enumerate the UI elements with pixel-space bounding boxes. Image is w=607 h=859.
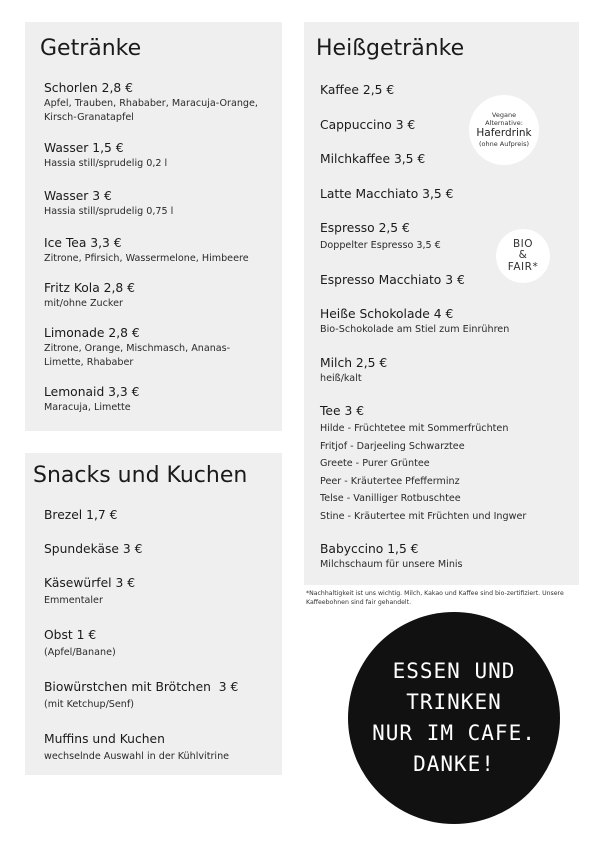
menu-item bbox=[44, 384, 274, 415]
badge-text: FAIR* bbox=[507, 260, 539, 273]
badge-note: (ohne Aufpreis) bbox=[478, 140, 530, 148]
menu-item bbox=[320, 355, 571, 386]
item-desc: mit/ohne Zucker bbox=[44, 298, 123, 309]
badge-text: Alternative: bbox=[485, 118, 523, 127]
menu-item bbox=[320, 151, 571, 168]
hot-drinks-title: Heißgetränke bbox=[316, 36, 465, 61]
drinks-panel bbox=[25, 22, 282, 431]
tea-variety: Peer - Kräutertee Pfefferminz bbox=[320, 475, 460, 487]
tea-item bbox=[320, 403, 571, 525]
menu-item bbox=[44, 188, 274, 219]
notice-line: TRINKEN bbox=[406, 690, 502, 714]
item-name: Schorlen 2,8 € bbox=[44, 81, 133, 95]
notice-line: DANKE! bbox=[413, 752, 495, 776]
hot-drinks-panel bbox=[304, 22, 579, 585]
item-desc: Zitrone, Pfirsich, Wassermelone, Himbeere bbox=[44, 253, 249, 264]
item-name: Tee 3 € bbox=[320, 404, 365, 418]
badge-main-text: Haferdrink bbox=[476, 127, 532, 139]
notice-line: NUR IM CAFE. bbox=[372, 721, 536, 745]
menu-item bbox=[44, 541, 274, 558]
menu-item bbox=[44, 679, 274, 712]
item-name: Espresso Macchiato 3 € bbox=[320, 273, 465, 287]
tea-varieties bbox=[320, 420, 571, 525]
tea-variety: Stine - Kräutertee mit Früchten und Ingwer bbox=[320, 510, 527, 522]
item-name: Milchkaffee 3,5 € bbox=[320, 152, 426, 166]
item-desc: Emmentaler bbox=[44, 595, 103, 606]
drinks-title: Getränke bbox=[40, 36, 142, 61]
sustainability-footnote: *Nachhaltigkeit ist uns wichtig. Milch, Kakao und Kaffee sind bio-zertifiziert. Unsere Kaffeebohnen sind fair gehandelt. bbox=[306, 590, 564, 606]
bio-fair-badge bbox=[496, 229, 550, 283]
menu-item bbox=[44, 731, 274, 764]
item-desc: heiß/kalt bbox=[320, 373, 362, 384]
item-desc: Hassia still/sprudelig 0,2 l bbox=[44, 158, 168, 169]
menu-item bbox=[320, 186, 571, 203]
badge-text: Vegane bbox=[491, 111, 517, 119]
tea-variety: Hilde - Früchtetee mit Sommerfrüchten bbox=[320, 423, 509, 434]
item-name: Brezel 1,7 € bbox=[44, 508, 118, 522]
item-name: Heiße Schokolade 4 € bbox=[320, 307, 454, 321]
item-desc: Doppelter Espresso 3,5 € bbox=[320, 240, 441, 251]
menu-item bbox=[320, 306, 571, 337]
menu-item bbox=[44, 80, 274, 125]
menu-item bbox=[44, 235, 274, 266]
item-name: Milch 2,5 € bbox=[320, 356, 388, 370]
menu-item bbox=[320, 541, 571, 572]
item-name: Spundekäse 3 € bbox=[44, 542, 143, 556]
menu-item bbox=[44, 627, 274, 660]
eat-in-cafe-notice bbox=[348, 612, 560, 824]
item-name: Latte Macchiato 3,5 € bbox=[320, 187, 454, 201]
tea-variety: Fritjof - Darjeeling Schwarztee bbox=[320, 440, 465, 452]
menu-item bbox=[44, 280, 274, 311]
item-desc: wechselnde Auswahl in der Kühlvitrine bbox=[44, 751, 230, 762]
item-desc: Apfel, Trauben, Rhababer, Maracuja-Orange, Kirsch-Granatapfel bbox=[44, 98, 258, 123]
item-name: Lemonaid 3,3 € bbox=[44, 385, 140, 399]
vegan-alternative-badge bbox=[469, 95, 539, 165]
item-name: Muffins und Kuchen bbox=[44, 732, 165, 746]
item-name: Limonade 2,8 € bbox=[44, 326, 140, 340]
item-name: Fritz Kola 2,8 € bbox=[44, 281, 135, 295]
item-name: Babyccino 1,5 € bbox=[320, 542, 419, 556]
item-desc: Bio-Schokolade am Stiel zum Einrühren bbox=[320, 324, 510, 335]
item-name: Käsewürfel 3 € bbox=[44, 576, 136, 590]
item-desc: (Apfel/Banane) bbox=[44, 647, 116, 658]
item-name: Kaffee 2,5 € bbox=[320, 83, 395, 97]
badge-text: BIO bbox=[512, 237, 534, 250]
item-name: Obst 1 € bbox=[44, 628, 97, 642]
item-name: Wasser 3 € bbox=[44, 189, 112, 203]
item-name: Wasser 1,5 € bbox=[44, 141, 124, 155]
item-name: Cappuccino 3 € bbox=[320, 118, 416, 132]
snacks-panel bbox=[25, 453, 282, 775]
item-desc: (mit Ketchup/Senf) bbox=[44, 699, 134, 710]
badge-text: & bbox=[518, 249, 528, 262]
tea-variety: Telse - Vanilliger Rotbuschtee bbox=[320, 493, 461, 504]
menu-item bbox=[44, 140, 274, 171]
item-name: Biowürstchen mit Brötchen 3 € bbox=[44, 680, 239, 694]
tea-variety: Greete - Purer Grüntee bbox=[320, 458, 430, 469]
menu-item bbox=[44, 507, 274, 524]
snacks-title: Snacks und Kuchen bbox=[33, 463, 248, 488]
menu-item bbox=[44, 575, 274, 608]
menu-item bbox=[44, 325, 274, 370]
item-desc: Hassia still/sprudelig 0,75 l bbox=[44, 206, 174, 217]
notice-line: ESSEN UND bbox=[392, 659, 516, 683]
item-desc: Zitrone, Orange, Mischmasch, Ananas-Limette, Rhababer bbox=[44, 343, 231, 368]
item-desc: Maracuja, Limette bbox=[44, 402, 131, 413]
item-name: Espresso 2,5 € bbox=[320, 221, 410, 235]
item-desc: Milchschaum für unsere Minis bbox=[320, 559, 463, 570]
item-name: Ice Tea 3,3 € bbox=[44, 236, 122, 250]
menu-item bbox=[320, 82, 571, 99]
